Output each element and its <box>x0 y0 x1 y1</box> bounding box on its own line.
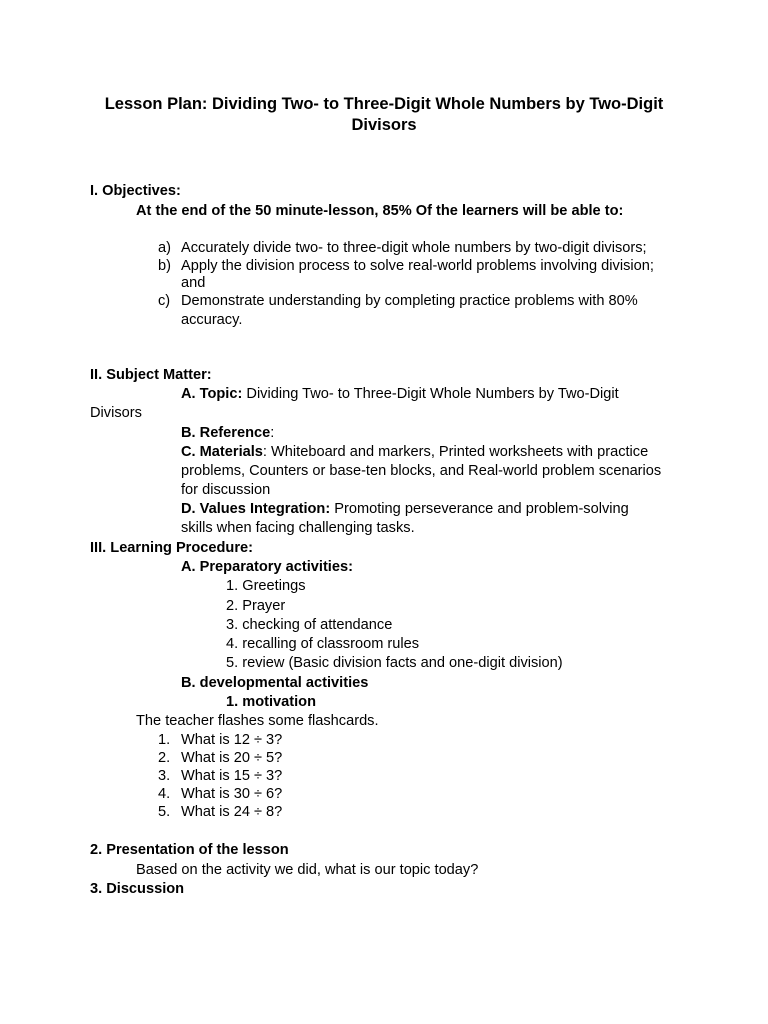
materials-text-continued: problems, Counters or base-ten blocks, and Real-world problem scenarios <box>181 463 662 479</box>
objective-text: Apply the division process to solve real-world problems involving division; <box>181 258 654 274</box>
objective-text-continued: accuracy. <box>181 312 243 328</box>
procedure-heading: III. Learning Procedure: <box>90 540 253 556</box>
topic-line <box>181 385 619 403</box>
flashcard-question: What is 30 ÷ 6? <box>181 786 283 802</box>
objectives-intro: At the end of the 50 minute-lesson, 85% Of the learners will be able to: <box>136 203 624 219</box>
discussion-heading: 3. Discussion <box>90 881 185 897</box>
preparatory-item: 4. recalling of classroom rules <box>226 636 420 652</box>
flashcard-number: 1. <box>158 732 171 748</box>
materials-line <box>181 443 648 461</box>
materials-label: C. Materials <box>181 444 263 460</box>
flashcard-number: 2. <box>158 750 171 766</box>
objective-text-continued: and <box>181 275 206 291</box>
topic-label: A. Topic: <box>181 386 243 402</box>
materials-text-continued: for discussion <box>181 482 271 498</box>
values-line <box>181 500 629 518</box>
developmental-heading: B. developmental activities <box>181 675 369 691</box>
reference-label: B. Reference <box>181 425 271 441</box>
flashcard-number: 3. <box>158 768 171 784</box>
flashcard-number: 5. <box>158 804 171 820</box>
objectives-heading: I. Objectives: <box>90 183 181 199</box>
flashcard-question: What is 12 ÷ 3? <box>181 732 283 748</box>
objective-marker: c) <box>158 293 171 309</box>
reference-line <box>181 424 274 442</box>
preparatory-item: 2. Prayer <box>226 598 286 614</box>
values-text-continued: skills when facing challenging tasks. <box>181 520 415 536</box>
subject-matter-heading: II. Subject Matter: <box>90 367 212 383</box>
objective-text: Accurately divide two- to three-digit whole numbers by two-digit divisors; <box>181 240 647 256</box>
topic-text: Dividing Two- to Three-Digit Whole Numbers by Two-Digit <box>242 386 619 402</box>
presentation-text: Based on the activity we did, what is our topic today? <box>136 862 479 878</box>
reference-text: : <box>270 425 275 441</box>
objective-marker: b) <box>158 258 171 274</box>
topic-text-continued: Divisors <box>90 405 142 421</box>
values-text: Promoting perseverance and problem-solving <box>330 501 629 517</box>
objective-marker: a) <box>158 240 171 256</box>
preparatory-item: 5. review (Basic division facts and one-digit division) <box>226 655 563 671</box>
preparatory-heading: A. Preparatory activities: <box>181 559 353 575</box>
objective-text: Demonstrate understanding by completing practice problems with 80% <box>181 293 638 309</box>
flashcard-question: What is 15 ÷ 3? <box>181 768 283 784</box>
presentation-heading: 2. Presentation of the lesson <box>90 842 289 858</box>
materials-text: : Whiteboard and markers, Printed worksheets with practice <box>262 444 649 460</box>
flashcard-number: 4. <box>158 786 171 802</box>
page-title: Lesson Plan: Dividing Two- to Three-Digit Whole Numbers by Two-Digit Divisors <box>104 95 664 134</box>
values-label: D. Values Integration: <box>181 501 331 517</box>
motivation-heading: 1. motivation <box>226 694 317 710</box>
flashcard-question: What is 20 ÷ 5? <box>181 750 283 766</box>
preparatory-item: 3. checking of attendance <box>226 617 393 633</box>
preparatory-item: 1. Greetings <box>226 578 306 594</box>
flashcard-question: What is 24 ÷ 8? <box>181 804 283 820</box>
motivation-intro: The teacher flashes some flashcards. <box>136 713 379 729</box>
